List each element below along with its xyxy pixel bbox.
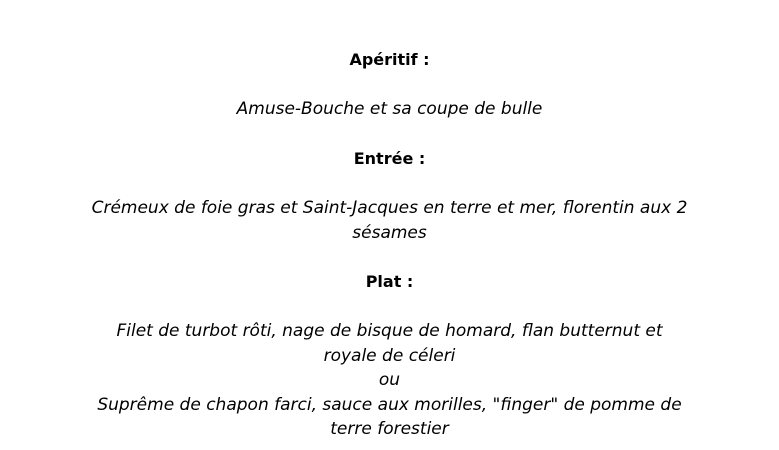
aperitif-description <box>0 97 779 122</box>
entree-line: sésames <box>352 222 427 243</box>
plat-heading: Plat : <box>365 272 414 291</box>
aperitif-line: Amuse-Bouche et sa coupe de bulle <box>236 99 543 119</box>
entree-heading: Entrée : <box>353 149 426 168</box>
plat-line: terre forestier <box>330 419 449 439</box>
plat-line: Suprême de chapon farci, sauce aux morilles, "finger" de pomme de <box>97 394 682 415</box>
entree-line: Crémeux de foie gras et Saint-Jacques en terre et mer, florentin aux 2 <box>91 198 688 218</box>
plat-line: royale de céleri <box>323 345 456 366</box>
plat-separator: ou <box>378 370 401 390</box>
entree-description <box>0 196 779 245</box>
aperitif-heading: Apéritif : <box>349 50 430 69</box>
plat-description <box>0 319 779 442</box>
plat-line: Filet de turbot rôti, nage de bisque de homard, flan butternut et <box>116 321 663 341</box>
